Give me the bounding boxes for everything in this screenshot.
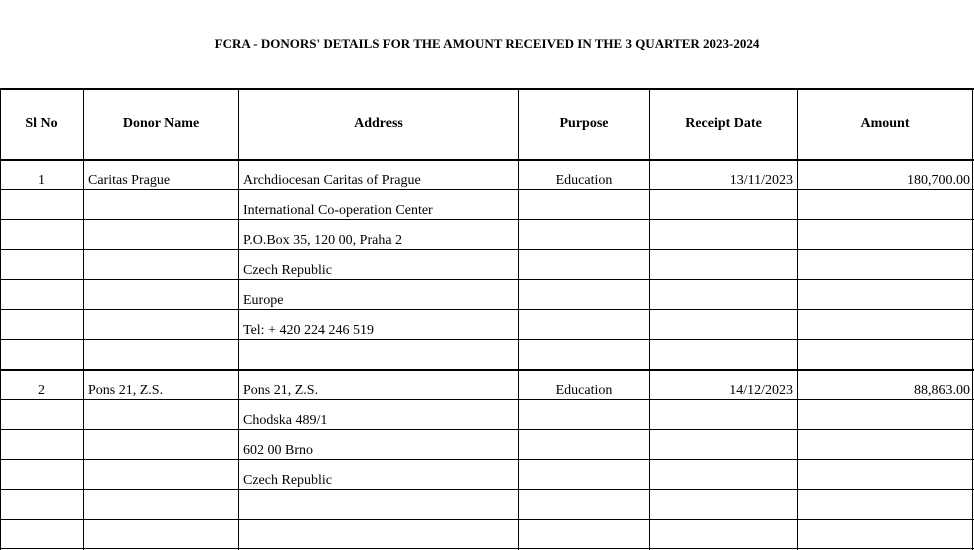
purpose-cell: Education [555,383,613,398]
header-purpose: Purpose [559,116,609,131]
address-line: Czech Republic [243,473,333,488]
donor-name-cell: Caritas Prague [88,173,171,188]
address-line: Chodska 489/1 [243,413,328,428]
address-line: Europe [243,293,284,308]
address-line: Czech Republic [243,263,333,278]
receipt-date-cell: 13/11/2023 [729,173,793,188]
sl-no-cell: 2 [38,383,45,398]
address-line: 602 00 Brno [243,443,313,458]
column-divider [972,88,973,550]
purpose-cell: Education [555,173,613,188]
address-line: Archdiocesan Caritas of Prague [243,173,421,188]
row-divider [0,369,974,371]
address-line: International Co-operation Center [243,203,433,218]
receipt-date-cell: 14/12/2023 [729,383,793,398]
address-line: P.O.Box 35, 120 00, Praha 2 [243,233,403,248]
header-receipt-date: Receipt Date [685,116,762,131]
table-bottom-border [0,548,974,549]
address-line: Tel: + 420 224 246 519 [243,323,374,338]
header-address: Address [354,116,403,131]
header-amount: Amount [860,116,910,131]
amount-cell: 180,700.00 [907,173,970,188]
page-title: FCRA - DONORS' DETAILS FOR THE AMOUNT RECEIVED IN THE 3 QUARTER 2023-2024 [214,36,760,51]
address-line: Pons 21, Z.S. [243,383,319,398]
donor-name-cell: Pons 21, Z.S. [88,383,164,398]
sl-no-cell: 1 [38,173,45,188]
header-donor-name: Donor Name [122,116,200,131]
row-divider [0,519,974,520]
header-sl-no: Sl No [25,116,58,131]
amount-cell: 88,863.00 [914,383,970,398]
